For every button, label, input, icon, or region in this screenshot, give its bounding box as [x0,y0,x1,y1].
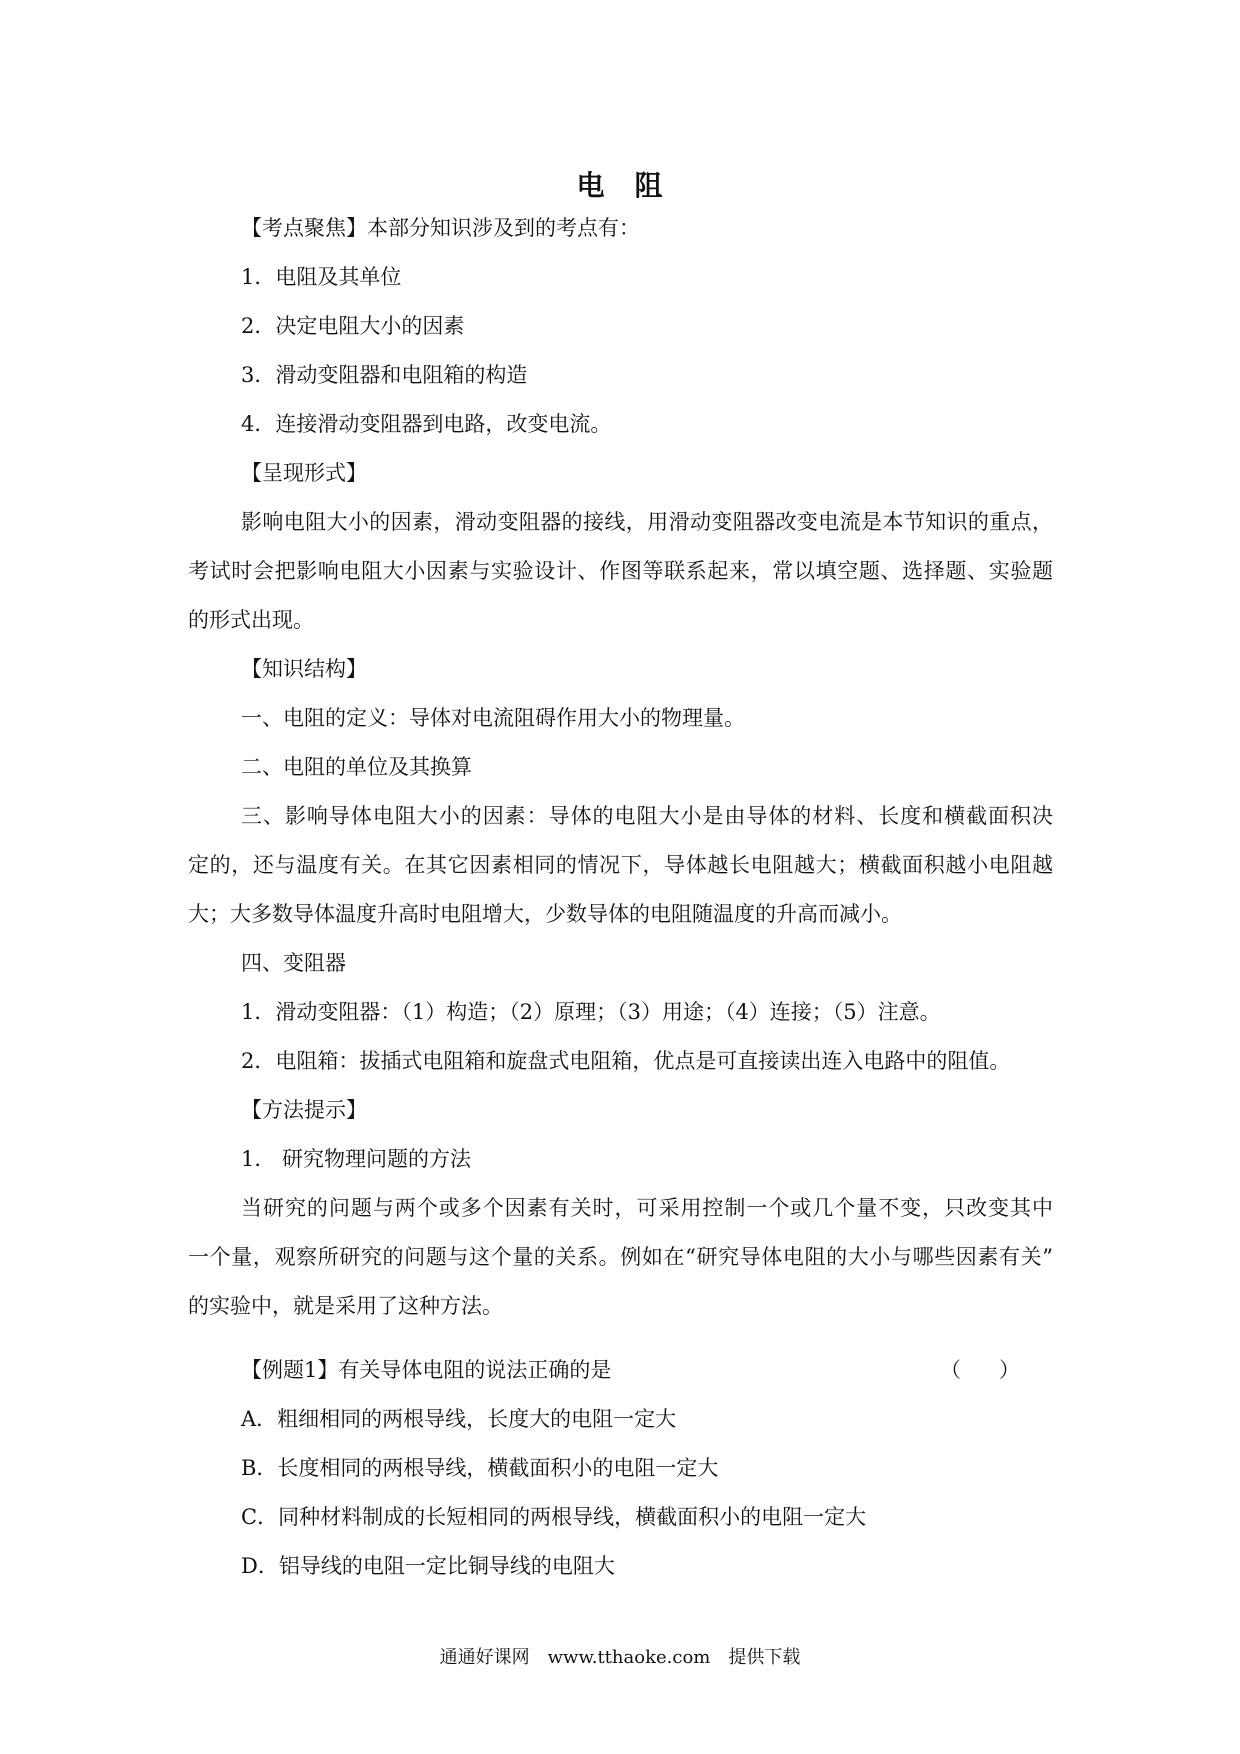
example-stem: 【例题1】有关导体电阻的说法正确的是 [241,1358,612,1382]
kaodian-item-4: 4．连接滑动变阻器到电路，改变电流。 [241,412,612,436]
chengxian-line-1: 影响电阻大小的因素，滑动变阻器的接线，用滑动变阻器改变电流是本节知识的重点， [241,510,1053,534]
fangfa-item-1: 1． 研究物理问题的方法 [241,1147,472,1171]
kaodian-item-2: 2．决定电阻大小的因素 [241,314,465,338]
chengxian-line-2: 考试时会把影响电阻大小因素与实验设计、作图等联系起来，常以填空题、选择题、实验题 [188,559,1053,583]
zhishi-rheostat: 四、变阻器 [241,951,346,975]
zhishi-definition: 一、电阻的定义：导体对电流阻碍作用大小的物理量。 [241,706,745,730]
fangfa-line-1: 当研究的问题与两个或多个因素有关时，可采用控制一个或几个量不变，只改变其中 [241,1196,1053,1220]
zhishi-header: 【知识结构】 [241,657,367,681]
answer-bracket [940,1355,1020,1385]
zhishi-factors-line-2: 定的，还与温度有关。在其它因素相同的情况下，导体越长电阻越大；横截面积越小电阻越 [188,853,1053,877]
rheostat-item-2: 2．电阻箱：拔插式电阻箱和旋盘式电阻箱，优点是可直接读出连入电路中的阻值。 [241,1049,1011,1073]
fangfa-header: 【方法提示】 [241,1098,367,1122]
kaodian-header: 【考点聚焦】本部分知识涉及到的考点有： [241,216,640,240]
page-title: 电 阻 [576,169,664,202]
page-footer: 通通好课网 www.tthaoke.com 提供下载 [439,1647,801,1668]
chengxian-line-3: 的形式出现。 [188,608,314,632]
zhishi-factors-line-3: 大；大多数导体温度升高时电阻增大，少数导体的电阻随温度的升高而减小。 [188,902,902,926]
example-option-c: C．同种材料制成的长短相同的两根导线，横截面积小的电阻一定大 [241,1505,867,1529]
chengxian-header: 【呈现形式】 [241,461,367,485]
rheostat-item-1: 1．滑动变阻器：（1）构造；（2）原理；（3）用途；（4）连接；（5）注意。 [241,1000,941,1024]
kaodian-item-1: 1．电阻及其单位 [241,265,402,289]
zhishi-units: 二、电阻的单位及其换算 [241,755,472,779]
example-option-d: D．铝导线的电阻一定比铜导线的电阻大 [241,1554,615,1578]
example-option-a: A．粗细相同的两根导线，长度大的电阻一定大 [241,1407,677,1431]
kaodian-item-3: 3．滑动变阻器和电阻箱的构造 [241,363,528,387]
fangfa-line-2: 一个量，观察所研究的问题与这个量的关系。例如在“研究导体电阻的大小与哪些因素有关” [188,1245,1053,1269]
zhishi-factors-line-1: 三、影响导体电阻大小的因素：导体的电阻大小是由导体的材料、长度和横截面积决 [241,804,1053,828]
example-option-b: B．长度相同的两根导线，横截面积小的电阻一定大 [241,1456,719,1480]
answer-bracket-open: （ [940,1358,961,1382]
fangfa-line-3: 的实验中，就是采用了这种方法。 [188,1294,503,1318]
answer-bracket-close: ） [999,1358,1020,1382]
